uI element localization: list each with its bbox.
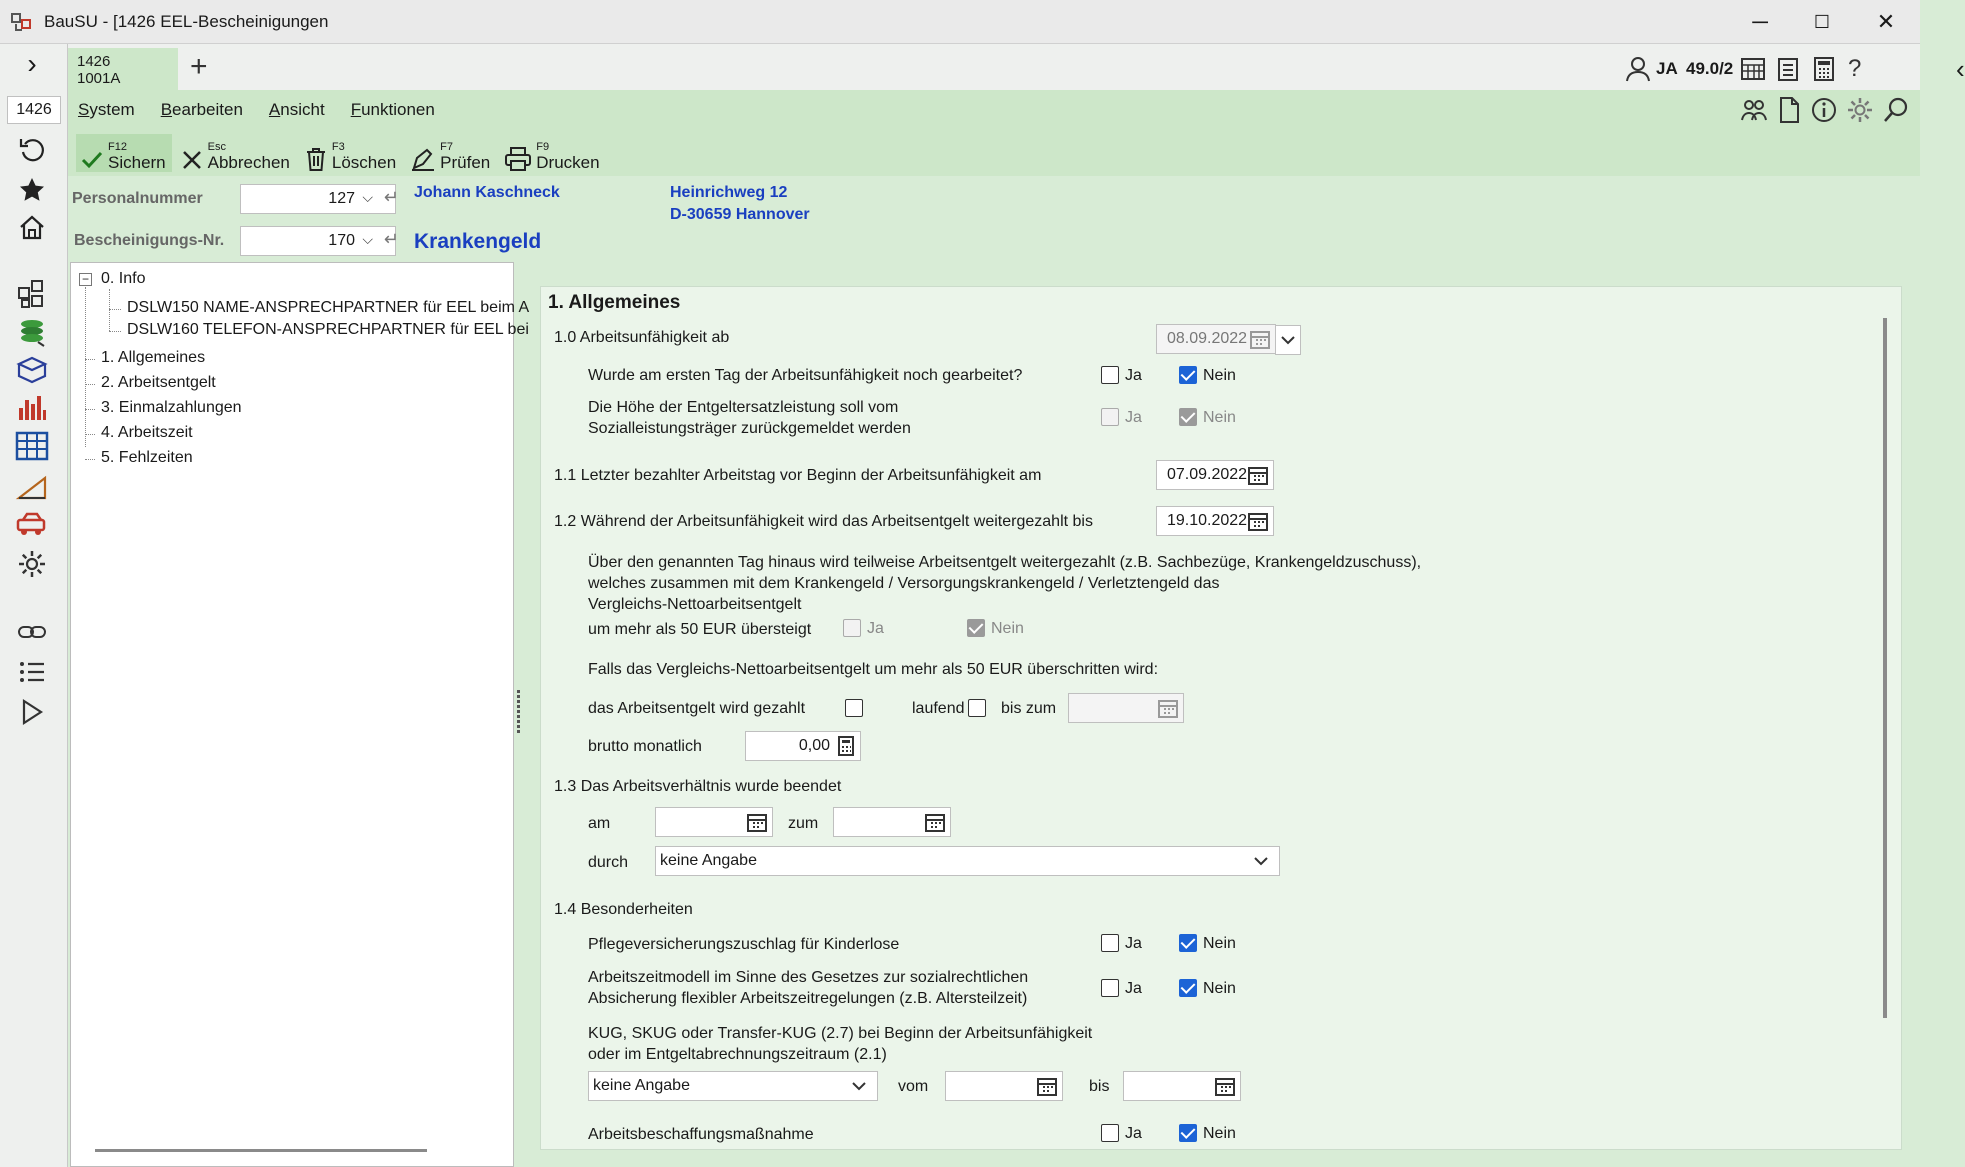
- kug-select[interactable]: [588, 1071, 878, 1101]
- calendar-icon[interactable]: [1248, 465, 1268, 485]
- window-title: BauSU - [1426 EEL-Bescheinigungen: [44, 11, 329, 31]
- menu-system[interactable]: System: [78, 100, 135, 119]
- q-azm-line2: Absicherung flexibler Arbeitszeitregelungen (z.B. Altersteilzeit): [588, 990, 1028, 1007]
- tree-guide-line: [109, 289, 110, 331]
- enter-icon[interactable]: ↵: [383, 187, 399, 207]
- hoehe-nein-checkbox: [1179, 408, 1197, 426]
- maximize-button[interactable]: ☐: [1813, 11, 1831, 32]
- tab-document-1426[interactable]: [68, 48, 178, 90]
- tree-guide-line: [109, 309, 121, 310]
- users-group-icon[interactable]: [1740, 96, 1768, 124]
- title-bar: [0, 0, 1920, 44]
- s11-date-value: 07.09.2022: [1167, 466, 1248, 483]
- q-kug-line1: KUG, SKUG oder Transfer-KUG (2.7) bei Beginn der Arbeitsunfähigkeit: [588, 1025, 1093, 1042]
- bis-zum-date-input[interactable]: [1068, 693, 1184, 723]
- cancel-shortcut: Esc: [207, 141, 226, 153]
- chevron-down-icon[interactable]: ⌵: [362, 231, 373, 247]
- employee-name: Johann Kaschneck: [414, 184, 560, 201]
- bescheinigung-value: 170: [328, 232, 355, 249]
- link-icon[interactable]: [12, 614, 52, 650]
- user-icon[interactable]: [1624, 54, 1652, 84]
- s10-label: 1.0 Arbeitsunfähigkeit ab: [554, 329, 730, 346]
- print-shortcut: F9: [536, 141, 550, 153]
- minimize-button[interactable]: ─: [1752, 9, 1768, 34]
- settings-gear-icon[interactable]: [1846, 96, 1874, 124]
- section-title: 1. Allgemeines: [548, 292, 681, 313]
- azm-ja-checkbox[interactable]: [1101, 979, 1119, 997]
- para-line4: um mehr als 50 EUR übersteigt: [588, 621, 812, 638]
- list-icon[interactable]: [12, 654, 52, 690]
- brutto-input[interactable]: [745, 731, 861, 761]
- calendar-grid-icon[interactable]: [1740, 54, 1766, 84]
- tree-node-allgemeines[interactable]: 1. Allgemeines: [101, 349, 206, 366]
- personalnummer-value: 127: [328, 190, 355, 207]
- section-tree: [70, 262, 530, 1167]
- book-icon[interactable]: [12, 352, 52, 388]
- vehicle-icon[interactable]: [12, 506, 52, 542]
- tree-node-info[interactable]: 0. Info: [101, 270, 146, 287]
- uebersteigt-nein-checkbox: [967, 619, 985, 637]
- zum-date-input[interactable]: [833, 807, 951, 837]
- calendar-icon[interactable]: [1158, 698, 1178, 718]
- print-label: Drucken: [536, 153, 600, 172]
- table-icon[interactable]: [12, 428, 52, 464]
- worked-first-day-nein-checkbox[interactable]: [1179, 366, 1197, 384]
- expand-rail-icon[interactable]: ›: [27, 48, 37, 79]
- employee-street: Heinrichweg 12: [670, 184, 788, 201]
- document-icon[interactable]: [1776, 96, 1802, 124]
- q-hoehe-line1: Die Höhe der Entgeltersatzleistung soll vom: [588, 399, 899, 416]
- am-date-input[interactable]: [655, 807, 773, 837]
- delete-shortcut: F3: [331, 141, 345, 153]
- calculator-icon[interactable]: [837, 736, 855, 756]
- q-kug-line2: oder im Entgeltabrechnungszeitraum (2.1): [588, 1046, 887, 1063]
- menu-toolbar-band: [68, 90, 1920, 176]
- ja-label: Ja: [1125, 409, 1142, 426]
- brutto-value: 0,00: [798, 737, 830, 754]
- help-icon[interactable]: ?: [1848, 55, 1862, 82]
- toolbar: [76, 134, 610, 172]
- calendar-icon[interactable]: [1215, 1076, 1235, 1096]
- check-button[interactable]: [406, 134, 496, 172]
- bescheinigung-combo[interactable]: [240, 226, 399, 256]
- panel-splitter-handle[interactable]: [514, 690, 522, 734]
- statistics-icon[interactable]: [12, 390, 52, 426]
- nein-label: Nein: [1203, 1125, 1236, 1142]
- certificate-type: Krankengeld: [414, 230, 542, 253]
- settings-gear-icon[interactable]: [12, 546, 52, 582]
- chevron-down-icon[interactable]: ⌵: [362, 189, 373, 205]
- tree-node-arbeitszeit[interactable]: 4. Arbeitszeit: [101, 424, 193, 441]
- cancel-button[interactable]: [176, 134, 296, 172]
- cancel-x-icon: [180, 148, 204, 172]
- check-document-icon: [410, 146, 436, 172]
- user-initials: JA: [1656, 59, 1678, 78]
- s11-label: 1.1 Letzter bezahlter Arbeitstag vor Beginn der Arbeitsunfähigkeit am: [554, 467, 1042, 484]
- app-logo-icon: [10, 10, 34, 34]
- tree-collapse-toggle[interactable]: −: [79, 273, 92, 286]
- brutto-label: brutto monatlich: [588, 738, 702, 755]
- zum-label: zum: [788, 815, 819, 832]
- enter-icon[interactable]: ↵: [383, 229, 399, 249]
- nein-label: Nein: [1203, 367, 1236, 384]
- tree-node-einmalzahlungen[interactable]: 3. Einmalzahlungen: [101, 399, 242, 416]
- icon-rail: [0, 44, 68, 1167]
- check-shortcut: F7: [440, 141, 453, 153]
- q-worked-first-day: Wurde am ersten Tag der Arbeitsunfähigkeit noch gearbeitet?: [588, 367, 1023, 384]
- kug-value: keine Angabe: [593, 1077, 690, 1094]
- s14-label: 1.4 Besonderheiten: [554, 901, 693, 918]
- uebersteigt-ja-checkbox: [843, 619, 861, 637]
- nein-label: Nein: [1203, 980, 1236, 997]
- personalnummer-label: Personalnummer: [72, 190, 203, 207]
- nein-label: Nein: [1203, 935, 1236, 952]
- pflege-nein-checkbox[interactable]: [1179, 934, 1197, 952]
- tree-guide-line: [85, 409, 95, 410]
- info-icon[interactable]: [1810, 96, 1838, 124]
- search-icon[interactable]: [1882, 96, 1910, 124]
- abm-nein-checkbox[interactable]: [1179, 1124, 1197, 1142]
- calculator-icon[interactable]: [1812, 54, 1836, 84]
- s10-dropdown-button[interactable]: [1275, 325, 1301, 355]
- laufend-checkbox[interactable]: [845, 699, 863, 717]
- play-icon[interactable]: [12, 694, 52, 730]
- durch-value: keine Angabe: [660, 852, 757, 869]
- s10-date-value: 08.09.2022: [1167, 330, 1248, 347]
- menu-bearbeiten[interactable]: Bearbeiten: [160, 100, 243, 119]
- calendar-icon[interactable]: [1037, 1076, 1057, 1096]
- chevron-down-icon: [1281, 335, 1295, 345]
- hoehe-ja-checkbox: [1101, 408, 1119, 426]
- band-right-icons: [1740, 96, 1910, 124]
- chevron-down-icon: [1253, 853, 1269, 869]
- ramp-icon[interactable]: [12, 468, 52, 504]
- save-button[interactable]: [76, 134, 172, 172]
- chevron-down-icon: [851, 1078, 867, 1094]
- tree-guide-line: [85, 434, 95, 435]
- save-shortcut: F12: [108, 141, 127, 153]
- ja-label: Ja: [1125, 935, 1142, 952]
- ja-label: Ja: [1125, 1125, 1142, 1142]
- menu-funktionen[interactable]: Funktionen: [350, 100, 435, 119]
- s13-label: 1.3 Das Arbeitsverhältnis wurde beendet: [554, 778, 842, 795]
- para-line1: Über den genannten Tag hinaus wird teilweise Arbeitsentgelt weitergezahlt (z.B. Sachbezüge, Krankengeldzuschuss),: [588, 554, 1422, 571]
- vom-label: vom: [898, 1078, 929, 1095]
- durch-select[interactable]: [655, 846, 1280, 876]
- tree-horizontal-scrollbar[interactable]: [95, 1149, 427, 1152]
- personalnummer-combo[interactable]: [240, 184, 399, 214]
- record-header: [68, 176, 1920, 262]
- tree-guide-line: [85, 287, 86, 447]
- tree-guide-line: [109, 331, 121, 332]
- bis-zum-label: bis zum: [1001, 700, 1057, 717]
- nein-label: Nein: [1203, 409, 1236, 426]
- nein-label: Nein: [991, 620, 1024, 637]
- falls-label: Falls das Vergleichs-Nettoarbeitsentgelt um mehr als 50 EUR überschritten wird:: [588, 661, 1159, 678]
- delete-label: Löschen: [331, 153, 397, 172]
- s12-label: 1.2 Während der Arbeitsunfähigkeit wird das Arbeitsentgelt weitergezahlt bis: [554, 513, 1093, 530]
- trash-icon: [304, 146, 328, 172]
- menu-ansicht[interactable]: Ansicht: [268, 100, 325, 119]
- finance-icon[interactable]: [12, 314, 52, 350]
- laufend-label: laufend: [912, 700, 965, 717]
- gezahlt-label: das Arbeitsentgelt wird gezahlt: [588, 700, 806, 717]
- tab-line-company: 1426: [77, 53, 111, 70]
- azm-nein-checkbox[interactable]: [1179, 979, 1197, 997]
- printer-icon: [504, 146, 532, 172]
- s11-date-input[interactable]: [1156, 460, 1274, 490]
- collapse-panel-icon[interactable]: ‹: [1956, 53, 1965, 84]
- tab-line-client: 1001A: [77, 70, 121, 87]
- ja-label: Ja: [867, 620, 884, 637]
- q-pflege: Pflegeversicherungszuschlag für Kinderlose: [588, 936, 900, 953]
- add-tab-button[interactable]: +: [190, 50, 208, 83]
- tree-guide-line: [85, 459, 95, 460]
- q-azm-line1: Arbeitszeitmodell im Sinne des Gesetzes zur sozialrechtlichen: [588, 969, 1029, 986]
- clipboard-icon[interactable]: [1776, 54, 1800, 84]
- check-label: Prüfen: [440, 153, 491, 172]
- form-vertical-scrollbar[interactable]: [1883, 318, 1887, 1018]
- tree-guide-line: [85, 384, 95, 385]
- employee-city: D-30659 Hannover: [670, 206, 810, 223]
- durch-label: durch: [588, 854, 629, 871]
- tree-guide-line: [85, 359, 95, 360]
- ja-label: Ja: [1125, 980, 1142, 997]
- bis-label: bis: [1089, 1078, 1110, 1095]
- tree-node-dslw160[interactable]: DSLW160 TELEFON-ANSPRECHPARTNER für EEL bei: [127, 321, 529, 338]
- version-number: 49.0/2: [1686, 59, 1734, 78]
- q-hoehe-line2: Sozialleistungsträger zurückgemeldet werden: [588, 420, 911, 437]
- calendar-icon[interactable]: [747, 812, 767, 832]
- calendar-icon[interactable]: [1250, 329, 1270, 349]
- favorites-star-icon[interactable]: [12, 172, 52, 208]
- am-label: am: [588, 815, 611, 832]
- modules-icon[interactable]: [12, 276, 52, 312]
- worked-first-day-ja-checkbox[interactable]: [1101, 366, 1119, 384]
- bis-date-input[interactable]: [1123, 1071, 1241, 1101]
- menu-bar: [78, 100, 435, 120]
- home-icon[interactable]: [12, 210, 52, 246]
- calendar-icon[interactable]: [1248, 511, 1268, 531]
- bescheinigung-label: Bescheinigungs-Nr.: [74, 232, 225, 249]
- document-tab-strip: [68, 44, 1965, 90]
- bis-zum-checkbox[interactable]: [968, 699, 986, 717]
- company-number-badge[interactable]: 1426: [7, 96, 61, 124]
- para-line3: Vergleichs-Nettoarbeitsentgelt: [588, 596, 802, 613]
- s10-date-input[interactable]: [1156, 324, 1276, 354]
- tree-node-fehlzeiten[interactable]: 5. Fehlzeiten: [101, 449, 193, 466]
- calendar-icon[interactable]: [925, 812, 945, 832]
- checkmark-icon: [80, 148, 104, 172]
- save-label: Sichern: [108, 153, 166, 172]
- delete-button[interactable]: [300, 134, 402, 172]
- abm-ja-checkbox[interactable]: [1101, 1124, 1119, 1142]
- pflege-ja-checkbox[interactable]: [1101, 934, 1119, 952]
- print-button[interactable]: [500, 134, 605, 172]
- q-abm: Arbeitsbeschaffungsmaßnahme: [588, 1126, 814, 1143]
- s12-date-input[interactable]: [1156, 506, 1274, 536]
- vom-date-input[interactable]: [945, 1071, 1063, 1101]
- para-line2: welches zusammen mit dem Krankengeld / Versorgungskrankengeld / Verletztengeld das: [588, 575, 1220, 592]
- s12-date-value: 19.10.2022: [1167, 512, 1248, 529]
- cancel-label: Abbrechen: [207, 153, 290, 172]
- refresh-icon[interactable]: [12, 132, 52, 168]
- tree-node-dslw150[interactable]: DSLW150 NAME-ANSPRECHPARTNER für EEL beim A: [127, 299, 530, 316]
- tree-node-arbeitsentgelt[interactable]: 2. Arbeitsentgelt: [101, 374, 216, 391]
- ja-label: Ja: [1125, 367, 1142, 384]
- close-button[interactable]: ✕: [1876, 9, 1896, 34]
